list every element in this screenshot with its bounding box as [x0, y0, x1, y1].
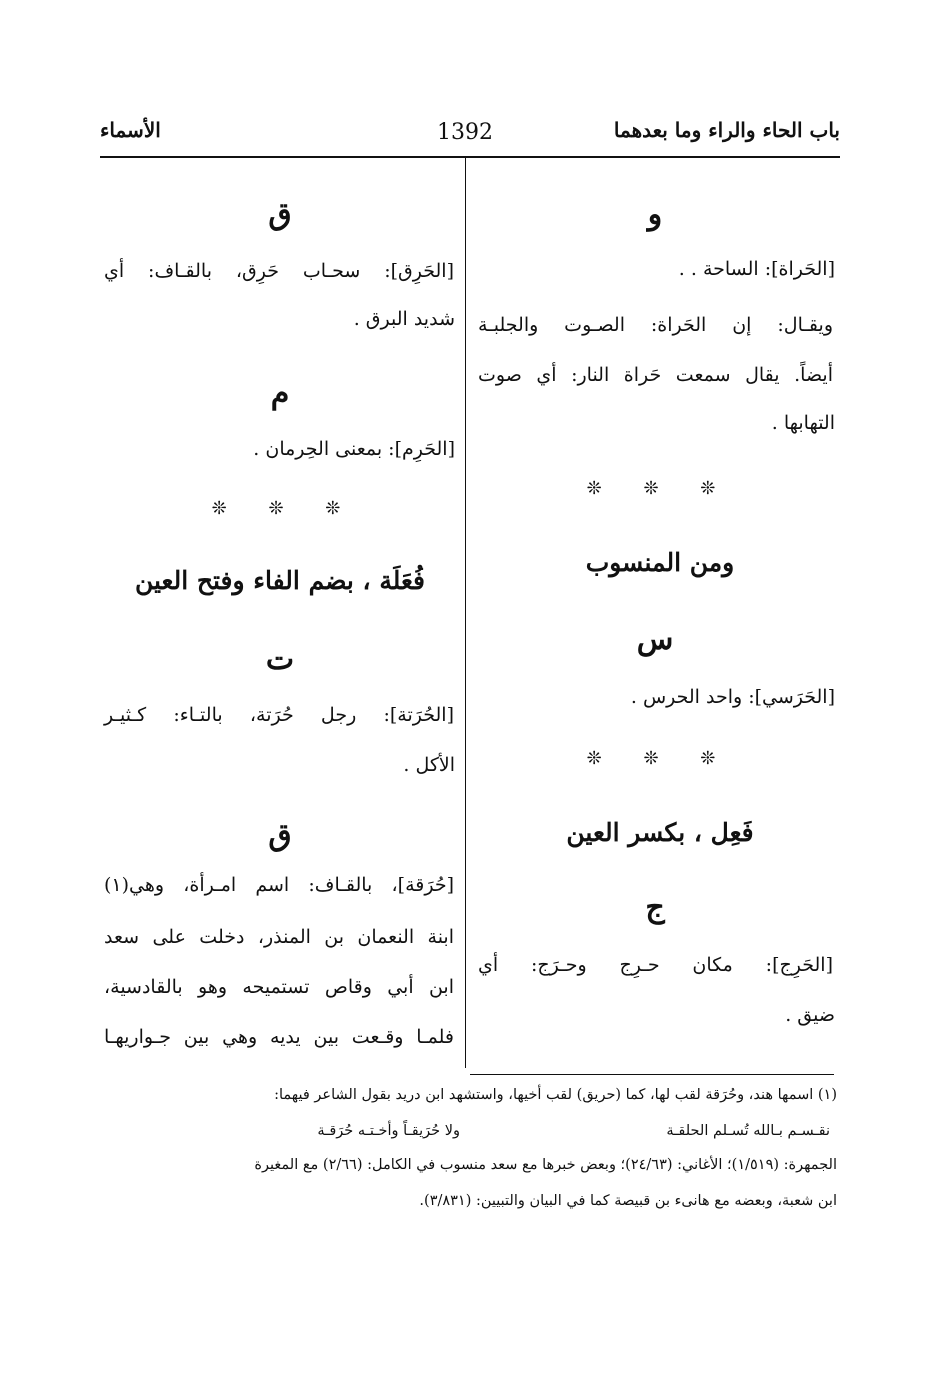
letter-heading-jim: ج [645, 890, 665, 925]
section-heading-fail: فَعِل ، بكسر العين [566, 818, 754, 847]
entry-harij-line2: ضيق . [785, 1004, 835, 1026]
entry-huratah-line2: الأكل . [403, 754, 455, 776]
footnote-line-1: (١) اسمها هند، وحُرَقة لقب لها، كما (حريق) لقب أخيها، واستشهد ابن دريد بقول الشاعر فيهما: [274, 1087, 837, 1103]
entry-huraqa-line3: ابن أبي وقاص تستميحه وهو بالقادسية، [104, 976, 454, 998]
letter-heading-waw: و [647, 197, 663, 232]
entry-harasi-line1: [الحَرَسي]: واحد الحرس . [630, 686, 835, 708]
footnote-line-3: الجمهرة: (١/٥١٩)؛ الأغاني: (٢٤/٦٣)؛ وبعض خبرها مع سعد منسوب في الكامل: (٢/٦٦) مع المغيرة [254, 1157, 837, 1173]
letter-heading-sin: س [636, 622, 674, 657]
entry-huraqa-line4: فلمـا وقـعت بين يديه وهي بين جـواريهـا [104, 1026, 454, 1048]
entry-hara-line3: أيضاً. يقال سمعت حَراة النار: أي صوت [478, 364, 833, 386]
letter-heading-qaf-1: ق [268, 197, 292, 232]
footnote-line-4: ابن شعبة، وبعضه مع هانىء بن قبيصة كما في البيان والتبيين: (٣/٨٣١). [419, 1193, 837, 1209]
footnote-verse-second-hemistich: ولا حُرَيقـاً وأخـتـه حُرَقـة [317, 1123, 460, 1139]
separator-stars-1: ❊ ❊ ❊ [586, 478, 734, 499]
section-heading-fuala: فُعَلَة ، بضم الفاء وفتح العين [134, 566, 426, 595]
letter-heading-qaf-2: ق [268, 818, 292, 853]
entry-hariq-line1: [الحَرِق]: سحـاب حَرِق، بالقـاف: أي [104, 260, 454, 282]
footnote-verse-first-hemistich: نقـسـم بـالله تُسـلم الحلقـة [666, 1123, 830, 1139]
footnote-divider [470, 1074, 834, 1075]
separator-stars-3: ❊ ❊ ❊ [211, 498, 359, 519]
page-number: 1392 [437, 120, 493, 145]
entry-huratah-line1: [الحُرَتة]: رجل حُرَتة، بالتـاء: كـثيـر [104, 704, 454, 726]
letter-heading-mim: م [270, 376, 290, 411]
separator-stars-2: ❊ ❊ ❊ [586, 748, 734, 769]
chapter-title: باب الحاء والراء وما بعدهما [613, 118, 840, 142]
entry-hariq-line2: شديد البرق . [353, 308, 455, 330]
entry-huraqa-line2: ابنة النعمان بن المنذر، دخلت على سعد [104, 926, 454, 948]
page-header [100, 112, 840, 158]
letter-heading-ta: ت [265, 642, 295, 677]
entry-hara-line2: ويقـال: إن الحَراة: الصـوت والجلبـة [478, 314, 833, 336]
entry-harij-line1: [الحَرِج]: مكان حـرِج وحـرَج: أي [478, 954, 833, 976]
entry-hara-line1: [الحَراة]: الساحة . . [678, 258, 835, 280]
entry-harim-line1: [الحَرِم]: بمعنى الحِرمان . [253, 438, 455, 460]
section-title: الأسماء [100, 118, 161, 142]
entry-huraqa-line1: [حُرَقة]، بالقـاف: اسم امـرأة، وهي(١) [104, 874, 454, 896]
column-divider [465, 158, 466, 1068]
section-heading-mansub: ومن المنسوب [585, 548, 735, 577]
entry-hara-line4: التهابها . [771, 412, 835, 434]
